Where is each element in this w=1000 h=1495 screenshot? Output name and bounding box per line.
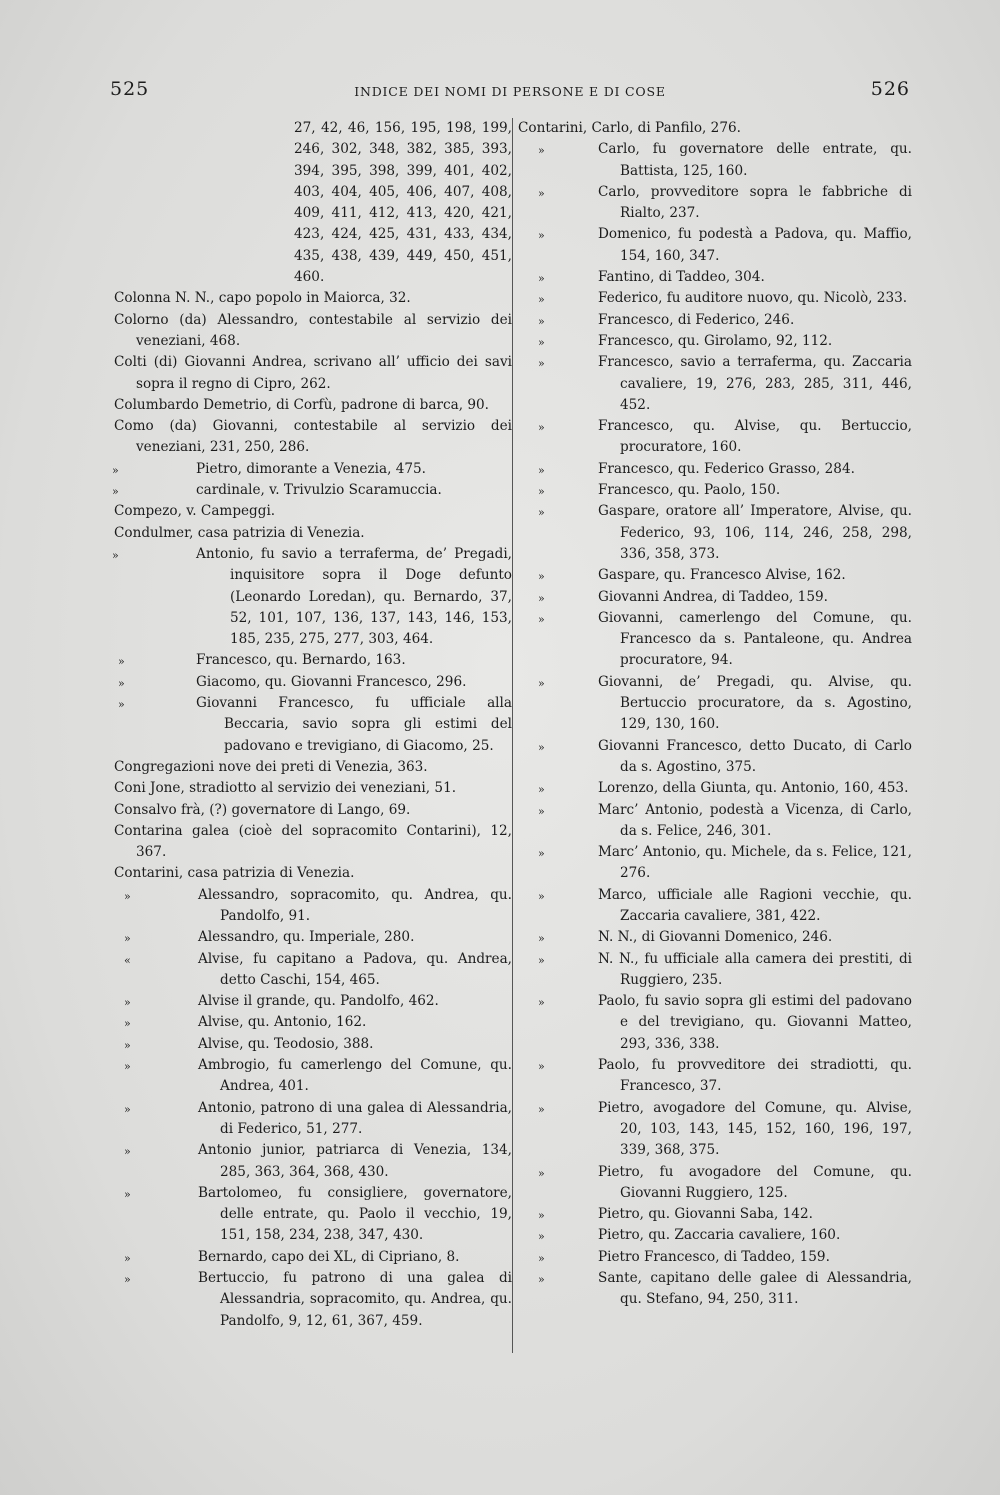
index-entry (114, 523, 512, 544)
index-entry: » N. N., fu ufficiale alla camera dei prestiti, di Ruggiero, 235. (538, 950, 912, 988)
index-entry (518, 118, 912, 139)
index-entry-text: Giovanni Francesco, fu ufficiale alla Beccaria, savio sopra gli estimi del padovano e trevigiano, di Giacomo, 25. (196, 695, 512, 754)
index-entry-text: Francesco, di Federico, 246. (598, 311, 795, 328)
index-entry-text: 27, 42, 46, 156, 195, 198, 199, 246, 302, 348, 382, 385, 393, 394, 395, 398, 399, 401, 402, 403, 404, 405, 406, 407, 408, 409, 411, 412, 413, 420, 421, 423, 424, 425, 431, 433, 434, 435, 438, 439, 449, 450, 451, 460. (294, 120, 512, 286)
index-entry-text: cardinale, v. Trivulzio Scaramuccia. (196, 482, 442, 499)
index-entry-text: Colonna N. N., capo popolo in Maiorca, 32. (114, 290, 411, 307)
index-entry: » Paolo, fu provveditore dei stradiotti, qu. Francesco, 37. (538, 1057, 912, 1095)
page-number-left: 525 (110, 78, 150, 100)
left-index-column (114, 118, 512, 1332)
index-entry-text: Francesco, qu. Girolamo, 92, 112. (598, 332, 833, 349)
index-entry: » Alvise il grande, qu. Pandolfo, 462. (124, 993, 439, 1010)
column-divider (512, 118, 513, 1353)
index-entry: » Francesco, qu. Bernardo, 163. (118, 652, 406, 669)
index-entry-text: Alvise, qu. Antonio, 162. (198, 1014, 367, 1031)
index-entry-text: Antonio, fu savio a terraferma, de’ Pregadi, inquisitore sopra il Doge defunto (Leonardo Loredan), qu. Bernardo, 37, 52, 101, 107, 136, 137, 143, 146, 153, 185, 235, 275, 277, 303, 464. (196, 545, 512, 648)
index-entry-text: Alvise il grande, qu. Pandolfo, 462. (198, 993, 439, 1010)
index-entry-text: Consalvo frà, (?) governatore di Lango, 69. (114, 801, 411, 818)
index-entry-text: Pietro, dimorante a Venezia, 475. (196, 460, 426, 477)
index-entry: » Sante, capitano delle galee di Alessandria, qu. Stefano, 94, 250, 311. (538, 1270, 912, 1308)
index-entry: » Bartolomeo, fu consigliere, governatore, delle entrate, qu. Paolo il vecchio, 19, 151, 158, 234, 238, 347, 430. (124, 1184, 512, 1244)
index-entry-text: Francesco, qu. Bernardo, 163. (196, 652, 406, 669)
index-entry: » Antonio, fu savio a terraferma, de’ Pregadi, inquisitore sopra il Doge defunto (Leonardo Loredan), qu. Bernardo, 37, 52, 101, 107, 136, 137, 143, 146, 153, 185, 235, 275, 277, 303, 464. (112, 545, 512, 648)
index-entry-text: Marc’ Antonio, qu. Michele, da s. Felice, 121, 276. (598, 844, 912, 882)
index-entry-text: Marco, ufficiale alle Ragioni vecchie, qu. Zaccaria cavaliere, 381, 422. (598, 886, 912, 924)
index-entry-text: Coni Jone, stradiotto al servizio dei veneziani, 51. (114, 780, 457, 797)
index-entry: » Francesco, qu. Girolamo, 92, 112. (538, 332, 833, 349)
index-entry: » Lorenzo, della Giunta, qu. Antonio, 160, 453. (538, 780, 909, 797)
index-entry-text: Columbardo Demetrio, di Corfù, padrone di barca, 90. (114, 396, 489, 413)
index-entry: » Paolo, fu savio sopra gli estimi del padovano e del trevigiano, qu. Giovanni Matteo, 293, 336, 338. (538, 993, 912, 1052)
index-entry-text: N. N., fu ufficiale alla camera dei prestiti, di Ruggiero, 235. (598, 950, 912, 988)
index-entry-text: Alessandro, qu. Imperiale, 280. (198, 929, 415, 946)
index-entry: » Francesco, di Federico, 246. (538, 311, 795, 328)
index-entry: » Pietro, qu. Zaccaria cavaliere, 160. (538, 1227, 841, 1244)
index-entry: » cardinale, v. Trivulzio Scaramuccia. (112, 482, 442, 499)
index-entry-text: Bernardo, capo dei XL, di Cipriano, 8. (198, 1248, 460, 1265)
index-entry: » Marc’ Antonio, podestà a Vicenza, di Carlo, da s. Felice, 246, 301. (538, 801, 912, 839)
index-entry (114, 757, 512, 778)
index-entry: » Bernardo, capo dei XL, di Cipriano, 8. (124, 1248, 460, 1265)
index-entry-text: Antonio, patrono di una galea di Alessandria, di Federico, 51, 277. (198, 1099, 512, 1137)
running-title: INDICE DEI NOMI DI PERSONE E DI COSE (354, 84, 666, 99)
index-entry-text: Paolo, fu savio sopra gli estimi del padovano e del trevigiano, qu. Giovanni Matteo, 293, 336, 338. (598, 993, 912, 1052)
index-entry (114, 310, 512, 353)
index-entry: » Bertuccio, fu patrono di una galea di Alessandria, sopracomito, qu. Andrea, qu. Pandolfo, 9, 12, 61, 367, 459. (124, 1270, 512, 1329)
index-entry: » Francesco, savio a terraferma, qu. Zaccaria cavaliere, 19, 276, 283, 285, 311, 446, 452. (538, 354, 912, 413)
right-index-column (518, 118, 912, 1311)
index-entry: » Giacomo, qu. Giovanni Francesco, 296. (118, 673, 467, 690)
index-entry-text: Paolo, fu provveditore dei stradiotti, qu. Francesco, 37. (598, 1057, 912, 1095)
index-entry-text: Gaspare, oratore all’ Imperatore, Alvise, qu. Federico, 93, 106, 114, 246, 258, 298, 336, 358, 373. (598, 503, 912, 562)
index-entry: » Francesco, qu. Alvise, qu. Bertuccio, procuratore, 160. (538, 418, 912, 456)
index-entry-text: Domenico, fu podestà a Padova, qu. Maffio, 154, 160, 347. (598, 226, 912, 264)
running-header (110, 78, 910, 108)
index-entry-text: Marc’ Antonio, podestà a Vicenza, di Carlo, da s. Felice, 246, 301. (598, 801, 912, 839)
index-entry (114, 288, 512, 309)
index-entry: » Francesco, qu. Federico Grasso, 284. (538, 460, 855, 477)
index-entry: » Ambrogio, fu camerlengo del Comune, qu. Andrea, 401. (124, 1057, 512, 1095)
index-entry: » Carlo, provveditore sopra le fabbriche di Rialto, 237. (538, 183, 912, 222)
index-entry-text: Giovanni, de’ Pregadi, qu. Alvise, qu. Bertuccio procuratore, da s. Agostino, 129, 130, 160. (598, 673, 912, 733)
index-entry: » Pietro Francesco, di Taddeo, 159. (538, 1248, 830, 1265)
index-entry (114, 395, 512, 416)
index-entry-text: Gaspare, qu. Francesco Alvise, 162. (598, 567, 846, 584)
index-entry-text: Alessandro, sopracomito, qu. Andrea, qu. Pandolfo, 91. (198, 886, 512, 924)
index-entry (114, 821, 512, 864)
index-entry: » Pietro, dimorante a Venezia, 475. (112, 460, 426, 477)
index-entry (114, 800, 512, 821)
index-entry-text: Bartolomeo, fu consigliere, governatore, delle entrate, qu. Paolo il vecchio, 19, 151, 158, 234, 238, 347, 430. (198, 1184, 512, 1244)
index-entry-text: Giovanni Francesco, detto Ducato, di Carlo da s. Agostino, 375. (598, 737, 912, 775)
index-entry: » Alvise, qu. Teodosio, 388. (124, 1035, 374, 1052)
index-entry (114, 416, 512, 459)
index-entry: » Giovanni Francesco, detto Ducato, di Carlo da s. Agostino, 375. (538, 737, 912, 775)
index-entry: » Giovanni, de’ Pregadi, qu. Alvise, qu. Bertuccio procuratore, da s. Agostino, 129, 130, 160. (538, 673, 912, 733)
page-number-right: 526 (870, 78, 910, 100)
index-entry-text: Antonio junior, patriarca di Venezia, 134, 285, 363, 364, 368, 430. (198, 1142, 512, 1180)
index-entry-text: Alvise, qu. Teodosio, 388. (198, 1035, 374, 1052)
index-entry-text: Lorenzo, della Giunta, qu. Antonio, 160, 453. (598, 780, 909, 797)
index-entry: » N. N., di Giovanni Domenico, 246. (538, 929, 833, 946)
index-entry: » Pietro, avogadore del Comune, qu. Alvise, 20, 103, 143, 145, 152, 160, 196, 197, 339, 368, 375. (538, 1099, 912, 1159)
index-entry-text: Sante, capitano delle galee di Alessandria, qu. Stefano, 94, 250, 311. (598, 1270, 912, 1308)
index-entry (114, 778, 512, 799)
index-entry-text: Pietro, fu avogadore del Comune, qu. Giovanni Ruggiero, 125. (598, 1163, 912, 1201)
index-entry-text: Francesco, savio a terraferma, qu. Zaccaria cavaliere, 19, 276, 283, 285, 311, 446, 452. (598, 354, 912, 413)
index-entry-text: Fantino, di Taddeo, 304. (598, 269, 765, 286)
index-entry-text: Giacomo, qu. Giovanni Francesco, 296. (196, 673, 467, 690)
index-entry: » Alessandro, sopracomito, qu. Andrea, qu. Pandolfo, 91. (124, 886, 512, 924)
index-entry-text: Ambrogio, fu camerlengo del Comune, qu. Andrea, 401. (198, 1057, 512, 1095)
index-entry-text: Contarina galea (cioè del sopracomito Contarini), 12, 367. (114, 822, 512, 861)
index-entry-text: Francesco, qu. Alvise, qu. Bertuccio, procuratore, 160. (598, 418, 912, 456)
index-entry: » Alvise, qu. Antonio, 162. (124, 1014, 367, 1031)
index-entry (114, 863, 512, 884)
index-entry-text: Pietro, avogadore del Comune, qu. Alvise, 20, 103, 143, 145, 152, 160, 196, 197, 339, 368, 375. (598, 1099, 912, 1159)
index-entry: » Antonio junior, patriarca di Venezia, 134, 285, 363, 364, 368, 430. (124, 1142, 512, 1180)
index-entry (114, 352, 512, 395)
index-entry: » Domenico, fu podestà a Padova, qu. Maffio, 154, 160, 347. (538, 226, 912, 264)
index-entry-text: Federico, fu auditore nuovo, qu. Nicolò, 233. (598, 290, 908, 307)
index-entry-text: Congregazioni nove dei preti di Venezia, 363. (114, 758, 428, 775)
index-entry: » Carlo, fu governatore delle entrate, qu. Battista, 125, 160. (538, 141, 912, 179)
index-entry-text: Giovanni Andrea, di Taddeo, 159. (598, 588, 828, 605)
index-entry-text: Compezo, v. Campeggi. (114, 503, 276, 520)
index-entry-text: Alvise, fu capitano a Padova, qu. Andrea, detto Caschi, 154, 465. (198, 950, 512, 988)
index-entry: » Giovanni Francesco, fu ufficiale alla Beccaria, savio sopra gli estimi del padovano e trevigiano, di Giacomo, 25. (118, 695, 512, 754)
index-entry (114, 118, 512, 288)
index-entry: » Gaspare, qu. Francesco Alvise, 162. (538, 567, 846, 584)
index-entry: « Alvise, fu capitano a Padova, qu. Andrea, detto Caschi, 154, 465. (124, 950, 512, 988)
index-entry (114, 501, 512, 522)
index-entry-text: Carlo, provveditore sopra le fabbriche di Rialto, 237. (598, 183, 912, 222)
index-entry: » Pietro, fu avogadore del Comune, qu. Giovanni Ruggiero, 125. (538, 1163, 912, 1201)
index-entry-text: Colti (di) Giovanni Andrea, scrivano all’ ufficio dei savi sopra il regno di Cipro, 262. (114, 354, 512, 392)
index-entry-text: Bertuccio, fu patrono di una galea di Alessandria, sopracomito, qu. Andrea, qu. Pandolfo, 9, 12, 61, 367, 459. (198, 1270, 512, 1329)
index-entry-text: Pietro, qu. Zaccaria cavaliere, 160. (598, 1227, 841, 1244)
index-entry-text: Colorno (da) Alessandro, contestabile al servizio dei veneziani, 468. (114, 311, 512, 349)
index-entry: » Marc’ Antonio, qu. Michele, da s. Felice, 121, 276. (538, 844, 912, 882)
index-entry: » Giovanni Andrea, di Taddeo, 159. (538, 588, 828, 605)
index-entry: » Gaspare, oratore all’ Imperatore, Alvise, qu. Federico, 93, 106, 114, 246, 258, 298, 336, 358, 373. (538, 503, 912, 562)
index-entry: » Alessandro, qu. Imperiale, 280. (124, 929, 415, 946)
index-entry-text: Pietro, qu. Giovanni Saba, 142. (598, 1206, 813, 1223)
index-entry: » Federico, fu auditore nuovo, qu. Nicolò, 233. (538, 290, 908, 307)
index-entry-text: Contarini, Carlo, di Panfilo, 276. (518, 120, 741, 136)
index-entry-text: Pietro Francesco, di Taddeo, 159. (598, 1248, 830, 1265)
index-entry: » Fantino, di Taddeo, 304. (538, 269, 765, 286)
index-entry: » Pietro, qu. Giovanni Saba, 142. (538, 1206, 813, 1223)
index-entry-text: Carlo, fu governatore delle entrate, qu. Battista, 125, 160. (598, 141, 912, 179)
index-entry: » Antonio, patrono di una galea di Alessandria, di Federico, 51, 277. (124, 1099, 512, 1137)
index-entry-text: Condulmer, casa patrizia di Venezia. (114, 524, 365, 541)
index-entry: » Marco, ufficiale alle Ragioni vecchie, qu. Zaccaria cavaliere, 381, 422. (538, 886, 912, 924)
index-entry: » Francesco, qu. Paolo, 150. (538, 482, 781, 499)
index-entry-text: Francesco, qu. Paolo, 150. (598, 482, 781, 499)
index-entry-text: N. N., di Giovanni Domenico, 246. (598, 929, 833, 946)
index-entry-text: Contarini, casa patrizia di Venezia. (114, 865, 355, 882)
index-entry: » Giovanni, camerlengo del Comune, qu. Francesco da s. Pantaleone, qu. Andrea procuratore, 94. (538, 609, 912, 669)
index-entry-text: Giovanni, camerlengo del Comune, qu. Francesco da s. Pantaleone, qu. Andrea procuratore, 94. (598, 609, 912, 669)
index-entry-text: Francesco, qu. Federico Grasso, 284. (598, 460, 855, 477)
index-entry-text: Como (da) Giovanni, contestabile al servizio dei veneziani, 231, 250, 286. (114, 418, 512, 456)
